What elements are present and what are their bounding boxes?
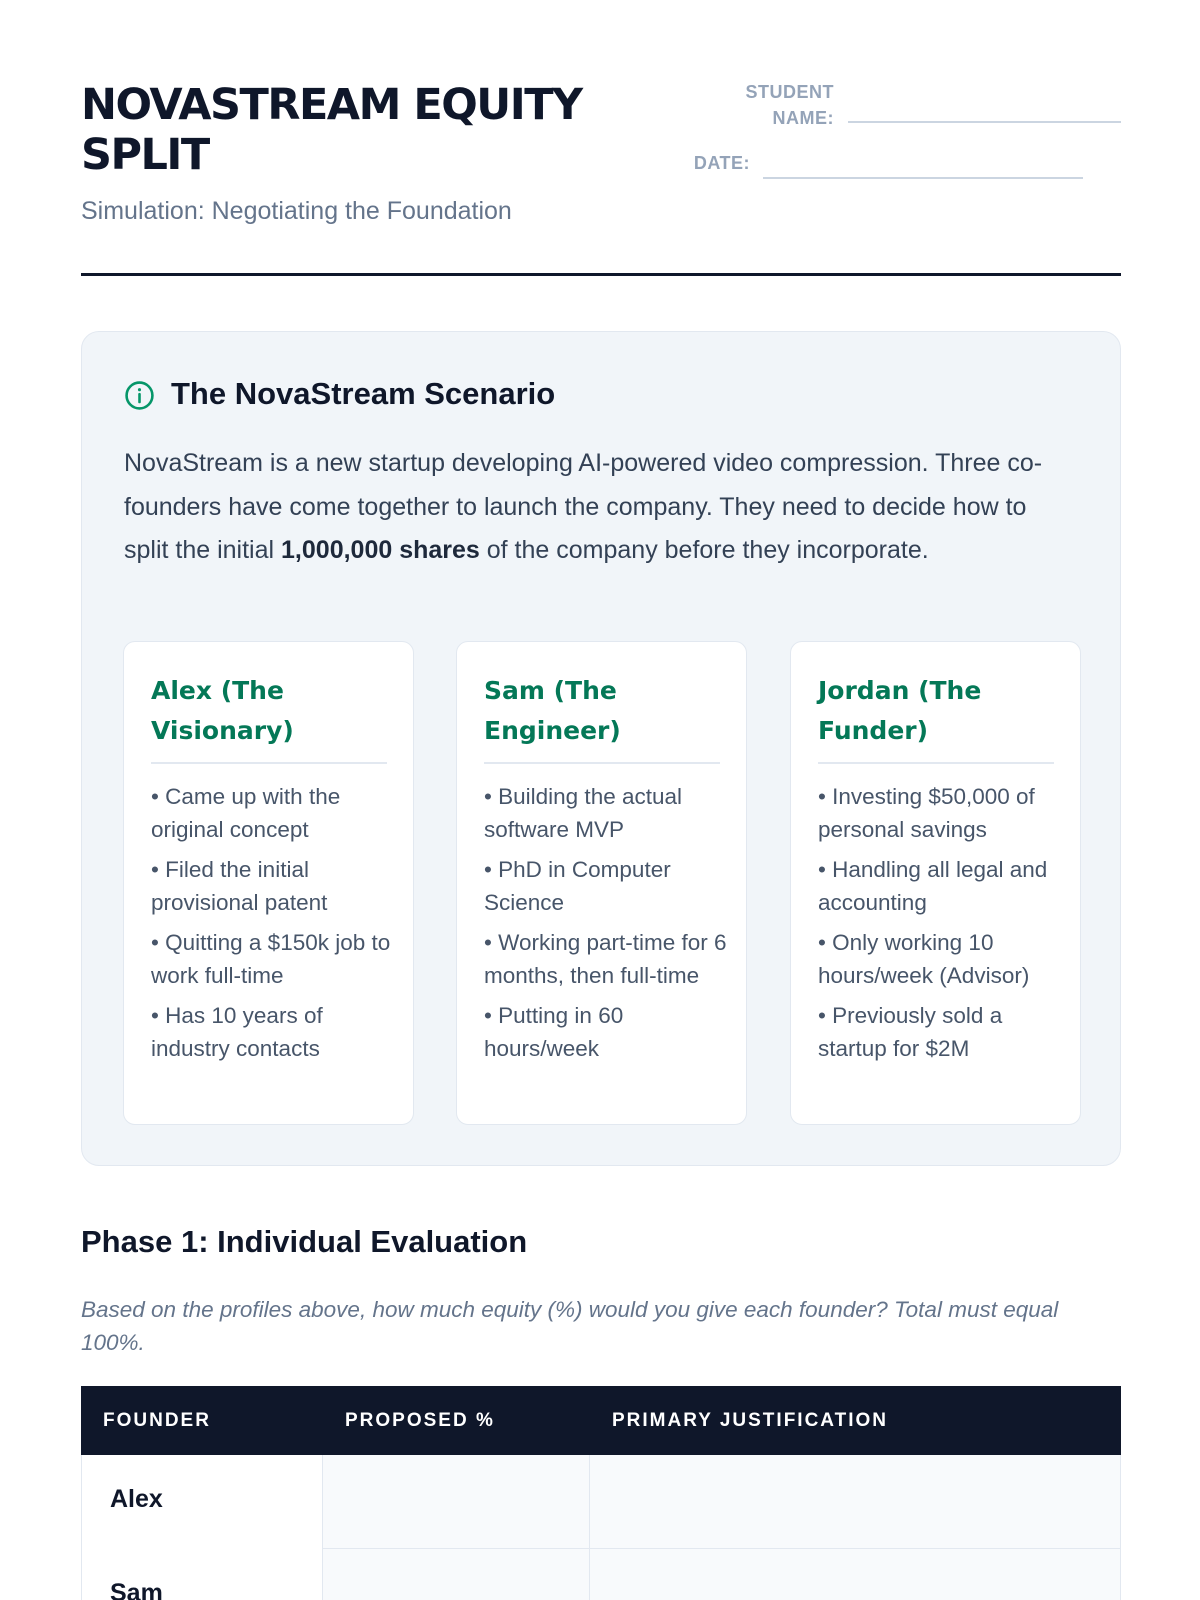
founder-card-sam: [456, 641, 747, 1125]
founder-card-points: [151, 780, 396, 1072]
scenario-panel: [81, 331, 1121, 1166]
scenario-text-end: of the company before they incorporate.: [479, 536, 929, 564]
page-subtitle: Simulation: Negotiating the Foundation: [81, 197, 512, 225]
table-header: [81, 1386, 1121, 1455]
founder-card-points: [818, 780, 1063, 1072]
worksheet-page: [81, 0, 1121, 1600]
equity-table: [81, 1386, 1121, 1600]
list-item: • Came up with the original concept: [151, 784, 341, 842]
student-name-field[interactable]: [848, 121, 1121, 123]
founder-card-title: Alex (The Visionary): [151, 676, 294, 745]
founder-card-title: Sam (The Engineer): [484, 676, 621, 745]
list-item: • Filed the initial provisional patent: [151, 857, 328, 915]
scenario-text-start: NovaStream is a new startup developing AI-powered video compression. Three co-founders have come together to launch the company. They need to decide how to split the initial: [124, 449, 1043, 564]
page-title: NOVASTREAM EQUITY SPLIT: [81, 80, 582, 180]
student-name-label: STUDENT NAME:: [745, 82, 834, 128]
proposed-percent-cell[interactable]: [323, 1549, 590, 1600]
phase-1-instructions: Based on the profiles above, how much equity (%) would you give each founder? Total must equal 100%.: [81, 1297, 1059, 1355]
header-divider: [81, 273, 1121, 276]
founder-card-points: [484, 780, 729, 1072]
column-header-founder: FOUNDER: [103, 1410, 211, 1431]
founder-card-alex: [123, 641, 414, 1125]
column-header-proposed: PROPOSED %: [345, 1410, 495, 1431]
table-row: [81, 1455, 1121, 1549]
founder-cell: [81, 1549, 323, 1600]
founder-card-title: Jordan (The Funder): [818, 676, 982, 745]
list-item: • Handling all legal and accounting: [818, 857, 1048, 915]
list-item: • Building the actual software MVP: [484, 784, 683, 842]
scenario-description: [124, 442, 1074, 573]
list-item: • Putting in 60 hours/week: [484, 1003, 624, 1061]
founder-cards: [123, 641, 1081, 1125]
justification-cell[interactable]: [590, 1549, 1121, 1600]
proposed-percent-cell[interactable]: [323, 1455, 590, 1549]
founder-name: Alex: [110, 1485, 163, 1513]
table-row: [81, 1549, 1121, 1600]
date-field[interactable]: [763, 177, 1083, 179]
card-divider: [151, 762, 387, 764]
scenario-text-shares: 1,000,000 shares: [281, 536, 480, 564]
date-label: DATE:: [693, 153, 750, 173]
list-item: • Has 10 years of industry contacts: [151, 1003, 323, 1061]
list-item: • Only working 10 hours/week (Advisor): [818, 930, 1030, 988]
founder-card-jordan: [790, 641, 1081, 1125]
card-divider: [484, 762, 720, 764]
list-item: • PhD in Computer Science: [484, 857, 671, 915]
founder-name: Sam: [110, 1579, 163, 1600]
list-item: • Working part-time for 6 months, then full-time: [484, 930, 727, 988]
scenario-heading: The NovaStream Scenario: [171, 376, 556, 411]
card-divider: [818, 762, 1054, 764]
founder-cell: [81, 1455, 323, 1549]
list-item: • Previously sold a startup for $2M: [818, 1003, 1003, 1061]
phase-1-title: Phase 1: Individual Evaluation: [81, 1224, 528, 1259]
list-item: • Investing $50,000 of personal savings: [818, 784, 1035, 842]
worksheet-header: [81, 0, 1121, 277]
justification-cell[interactable]: [590, 1455, 1121, 1549]
column-header-justification: PRIMARY JUSTIFICATION: [612, 1410, 888, 1431]
list-item: • Quitting a $150k job to work full-time: [151, 930, 391, 988]
info-icon: [124, 380, 155, 411]
